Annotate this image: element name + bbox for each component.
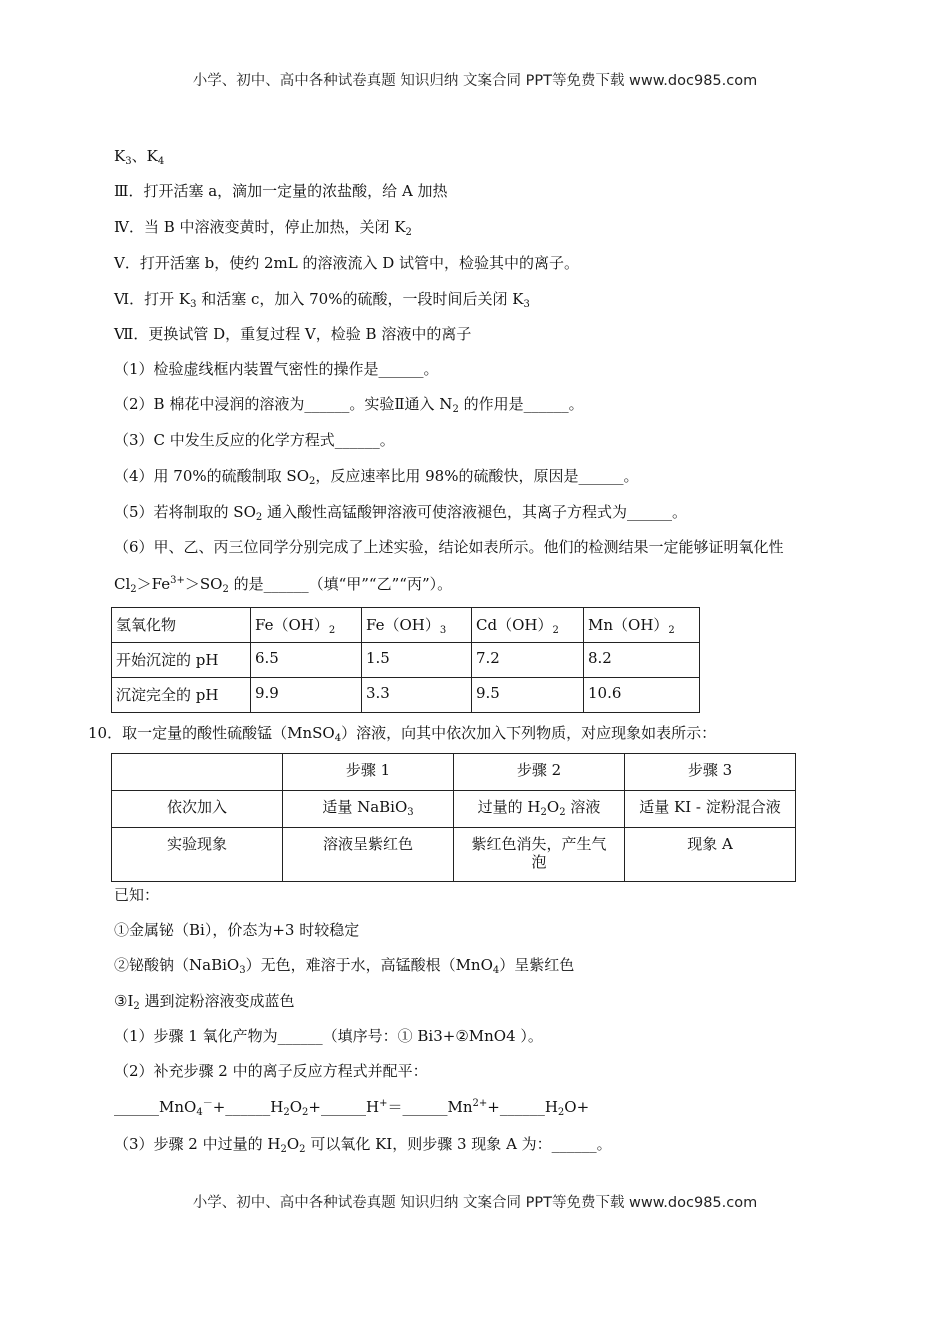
table-row bbox=[112, 678, 700, 713]
table-cell: 步骤 2 bbox=[454, 754, 625, 791]
known-item-2: ②铋酸钠（NaBiO$_3$）无色，难溶于水，高锰酸根（MnO$_4$）呈紫红色 bbox=[114, 956, 575, 976]
table-cell: 10.6 bbox=[584, 678, 700, 713]
question-2: （2）B 棉花中浸润的溶液为______。实验Ⅱ通入 $N_2$ 的作用是______。 bbox=[114, 395, 584, 415]
page-footer: 小学、初中、高中各种试卷真题 知识归纳 文案合同 PPT等免费下载 www.doc985.com bbox=[192, 1195, 758, 1211]
table-row bbox=[112, 791, 796, 828]
table-cell: 适量 KI ‐ 淀粉混合液 bbox=[625, 791, 796, 828]
page-header: 小学、初中、高中各种试卷真题 知识归纳 文案合同 PPT等免费下载 www.doc985.com bbox=[192, 73, 758, 89]
table-cell: 氢氧化物 bbox=[112, 608, 251, 643]
table-cell: 8.2 bbox=[584, 643, 700, 678]
table-row bbox=[112, 608, 700, 643]
table-cell: 9.9 bbox=[251, 678, 362, 713]
table-cell: 1.5 bbox=[362, 643, 472, 678]
table-cell: 适量 NaBiO$_3$ bbox=[283, 791, 454, 828]
table-cell: $Cd(OH)_2$ bbox=[472, 608, 584, 643]
table-cell: 3.3 bbox=[362, 678, 472, 713]
question-5: （5）若将制取的 $SO_2$ 通入酸性高锰酸钾溶液可使溶液褪色，其离子方程式为______。 bbox=[114, 503, 688, 523]
question-4: （4）用 70%的硫酸制取 $SO_2$，反应速率比用 98%的硫酸快，原因是______。 bbox=[114, 467, 639, 487]
hydroxide-ph-table bbox=[111, 607, 700, 713]
table-cell: 依次加入 bbox=[112, 791, 283, 828]
table-cell: 7.2 bbox=[472, 643, 584, 678]
table-cell: 开始沉淀的 pH bbox=[112, 643, 251, 678]
step-6: Ⅵ．打开 $K_3$ 和活塞 c，加入 70%的硫酸，一段时间后关闭 $K_3$ bbox=[114, 290, 530, 310]
sub-question-3: （3）步骤 2 中过量的 $H_2O_2$ 可以氧化 KI，则步骤 3 现象 A 为：______。 bbox=[114, 1135, 612, 1155]
table-cell: 步骤 1 bbox=[283, 754, 454, 791]
table-cell: 沉淀完全的 pH bbox=[112, 678, 251, 713]
known-item-3: $③I_2$ 遇到淀粉溶液变成蓝色 bbox=[114, 992, 295, 1012]
question-1: （1）检验虚线框内装置气密性的操作是______。 bbox=[114, 360, 439, 378]
table-cell: 过量的 $H_2O_2$ 溶液 bbox=[454, 791, 625, 828]
known-title: 已知： bbox=[114, 886, 160, 904]
table-row bbox=[112, 828, 796, 882]
question-6: （6）甲、乙、丙三位同学分别完成了上述实验，结论如表所示。他们的检测结果一定能够证明氧化性 bbox=[114, 538, 784, 556]
sub-question-1: （1）步骤 1 氧化产物为______（填序号：① Bi3+②MnO4 ）。 bbox=[114, 1027, 543, 1045]
ion-equation: $\_\_\_\_\_\_MnO_4^-+\_\_\_\_\_\_H_2O_2+\_\_\_\_\_\_H^+=\_\_\_\_\_\_Mn^{2+}+\_\_\_\_\_\_H_2O+$ bbox=[114, 1098, 590, 1118]
table-cell: $Fe(OH)_2$ bbox=[251, 608, 362, 643]
step-k3-k4: $K_3$、$K_4$ bbox=[114, 147, 165, 167]
table-cell: 步骤 3 bbox=[625, 754, 796, 791]
table-cell: $Mn(OH)_2$ bbox=[584, 608, 700, 643]
table-cell: 9.5 bbox=[472, 678, 584, 713]
table-cell: 实验现象 bbox=[112, 828, 283, 882]
table-cell: 现象 A bbox=[625, 828, 796, 882]
question-10: 10．取一定量的酸性硫酸锰（MnSO$_4$）溶液，向其中依次加入下列物质，对应现象如表所示： bbox=[88, 724, 717, 744]
table-row bbox=[112, 754, 796, 791]
step-4: Ⅳ．当 B 中溶液变黄时，停止加热，关闭 $K_2$ bbox=[114, 218, 412, 238]
table-cell: 紫红色消失，产生气泡 bbox=[454, 828, 625, 882]
table-cell: 6.5 bbox=[251, 643, 362, 678]
step-3: Ⅲ．打开活塞 a，滴加一定量的浓盐酸，给 A 加热 bbox=[114, 182, 448, 200]
step-7: Ⅶ．更换试管 D，重复过程 V，检验 B 溶液中的离子 bbox=[114, 325, 472, 343]
table-cell bbox=[112, 754, 283, 791]
known-item-1: ①金属铋（Bi），价态为+3 时较稳定 bbox=[114, 921, 360, 939]
sub-question-2: （2）补充步骤 2 中的离子反应方程式并配平： bbox=[114, 1062, 428, 1080]
table-row bbox=[112, 643, 700, 678]
step-5: Ⅴ．打开活塞 b，使约 2mL 的溶液流入 D 试管中，检验其中的离子。 bbox=[114, 254, 580, 272]
table-cell: $Fe(OH)_3$ bbox=[362, 608, 472, 643]
question-3: （3）C 中发生反应的化学方程式______。 bbox=[114, 431, 395, 449]
question-6-continued: $Cl_2>Fe^{3+}>SO_2$ 的是______（填“甲”“乙”“丙”）。 bbox=[114, 575, 453, 595]
experiment-steps-table bbox=[111, 753, 796, 882]
table-cell: 溶液呈紫红色 bbox=[283, 828, 454, 882]
